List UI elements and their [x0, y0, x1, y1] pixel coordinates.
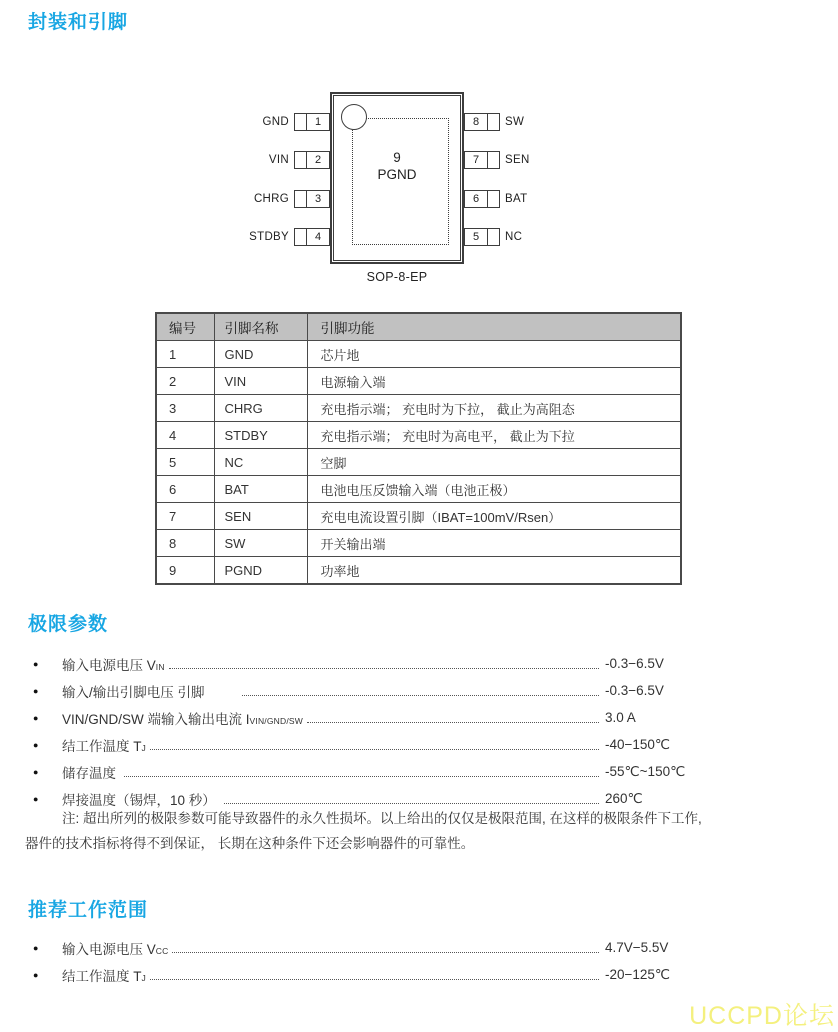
package-name-label: SOP-8-EP [366, 270, 428, 284]
pin-row-nc [464, 228, 522, 246]
spec-value: -0.3−6.5V [605, 656, 664, 671]
bullet-icon: ● [33, 658, 39, 669]
cell-number: 6 [156, 476, 214, 503]
bullet-icon: ● [33, 739, 39, 750]
pin-row-stdby [249, 228, 330, 246]
spec-value: -20−125℃ [605, 966, 671, 982]
cell-number: 2 [156, 368, 214, 395]
center-pad-name: PGND [377, 167, 417, 182]
cell-pin-function: 空脚 [307, 449, 681, 476]
list-item [33, 758, 710, 785]
table-row [156, 422, 681, 449]
note-line: 器件的技术指标将得不到保证， 长期在这种条件下还会影响器件的可靠性。 [25, 836, 475, 851]
col-header-number: 编号 [156, 313, 214, 341]
dot-leader [150, 979, 599, 980]
spec-subscript: VIN/GND/SW [249, 715, 303, 726]
pin-number: 6 [464, 190, 488, 208]
pin-number: 4 [306, 228, 330, 246]
pin-name-label: STDBY [249, 231, 289, 243]
dot-leader [150, 749, 599, 750]
spec-value: -0.3−6.5V [605, 683, 664, 698]
bullet-icon: ● [33, 942, 39, 953]
bullet-icon: ● [33, 969, 39, 980]
pin-stub [488, 190, 500, 208]
cell-number: 4 [156, 422, 214, 449]
pin-number: 7 [464, 151, 488, 169]
pin-name-label: VIN [268, 154, 289, 166]
pin-row-bat [464, 190, 527, 208]
bullet-icon: ● [33, 712, 39, 723]
pin-number: 1 [306, 113, 330, 131]
bullet-icon: ● [33, 793, 39, 804]
center-pad-number: 9 [393, 150, 401, 165]
cell-pin-name: GND [214, 341, 307, 368]
pin-row-chrg [254, 190, 330, 208]
pin-name-label: SW [505, 116, 525, 128]
pin-name-label: BAT [505, 193, 528, 205]
spec-label: 输入电源电压 VCC [62, 941, 169, 957]
cell-number: 3 [156, 395, 214, 422]
pin-number: 3 [306, 190, 330, 208]
list-item [33, 677, 710, 704]
spec-subscript: IN [155, 661, 165, 672]
dot-leader [307, 722, 599, 723]
section-title-limits: 极限参数 [28, 614, 109, 635]
list-item [33, 934, 710, 961]
spec-label: 输入/输出引脚电压 引脚 [62, 684, 239, 700]
list-item [33, 731, 710, 758]
cell-pin-name: SEN [214, 503, 307, 530]
pin-number: 5 [464, 228, 488, 246]
pin-number: 2 [306, 151, 330, 169]
pin-stub [488, 151, 500, 169]
list-item [33, 704, 710, 731]
table-row [156, 449, 681, 476]
note-line: 注: 超出所列的极限参数可能导致器件的永久性损坏。以上给出的仅仅是极限范围, 在这样的极限条件下工作, [62, 811, 702, 826]
cell-number: 8 [156, 530, 214, 557]
cell-pin-name: SW [214, 530, 307, 557]
spec-subscript: J [141, 742, 146, 753]
cell-pin-name: BAT [214, 476, 307, 503]
pin-number: 8 [464, 113, 488, 131]
pin-row-sen [464, 151, 530, 169]
cell-number: 9 [156, 557, 214, 585]
cell-pin-function: 电源输入端 [307, 368, 681, 395]
spec-label: VIN/GND/SW 端输入输出电流 IVIN/GND/SW [62, 711, 303, 727]
cell-pin-function: 充电指示端； 充电时为高电平， 截止为下拉 [307, 422, 681, 449]
spec-subscript: J [141, 972, 146, 983]
cell-number: 1 [156, 341, 214, 368]
list-item [33, 961, 710, 988]
spec-label: 储存温度 [62, 765, 120, 781]
spec-label: 结工作温度 TJ [62, 738, 146, 754]
col-header-pin-name: 引脚名称 [214, 313, 307, 341]
dot-leader [169, 668, 599, 669]
table-row [156, 557, 681, 585]
cell-number: 5 [156, 449, 214, 476]
table-header-row [156, 313, 681, 341]
pin-stub [294, 151, 306, 169]
cell-pin-function: 充电指示端； 充电时为下拉， 截止为高阻态 [307, 395, 681, 422]
watermark-text: UCCPD论坛 [689, 1002, 835, 1030]
spec-value: -55℃~150℃ [605, 763, 686, 779]
col-header-pin-function: 引脚功能 [307, 313, 681, 341]
table-row [156, 368, 681, 395]
spec-subscript: CC [155, 945, 169, 956]
cell-pin-name: NC [214, 449, 307, 476]
center-pad-label [332, 149, 462, 183]
section-title-recommended: 推荐工作范围 [28, 900, 149, 921]
pin-name-label: GND [262, 116, 289, 128]
cell-number: 7 [156, 503, 214, 530]
spec-label: 结工作温度 TJ [62, 968, 146, 984]
spec-label: 焊接温度（锡焊，10 秒） [62, 792, 220, 808]
cell-pin-function: 功率地 [307, 557, 681, 585]
list-item [33, 650, 710, 677]
pin-stub [294, 228, 306, 246]
pin-stub [294, 190, 306, 208]
cell-pin-name: CHRG [214, 395, 307, 422]
cell-pin-name: STDBY [214, 422, 307, 449]
pin-name-label: NC [505, 231, 523, 243]
table-row [156, 341, 681, 368]
spec-label: 输入电源电压 VIN [62, 657, 165, 673]
pin-name-label: CHRG [253, 193, 289, 205]
spec-value: 3.0 A [605, 710, 636, 725]
table-row [156, 503, 681, 530]
cell-pin-function: 开关输出端 [307, 530, 681, 557]
cell-pin-name: VIN [214, 368, 307, 395]
dot-leader [242, 695, 599, 696]
recommended-list [33, 934, 710, 988]
dot-leader [224, 803, 599, 804]
cell-pin-function: 充电电流设置引脚（IBAT=100mV/Rsen） [307, 503, 681, 530]
spec-value: 260℃ [605, 790, 643, 806]
spec-value: 4.7V−5.5V [605, 940, 669, 955]
section-title-package: 封装和引脚 [28, 12, 129, 33]
table-row [156, 476, 681, 503]
cell-pin-name: PGND [214, 557, 307, 585]
dot-leader [124, 776, 599, 777]
pin-row-sw [464, 113, 524, 131]
table-row [156, 530, 681, 557]
cell-pin-function: 芯片地 [307, 341, 681, 368]
cell-pin-function: 电池电压反馈输入端（电池正极） [307, 476, 681, 503]
pin-stub [488, 113, 500, 131]
pin-function-table [155, 312, 682, 585]
limits-list [33, 650, 710, 812]
pin-row-vin [269, 151, 330, 169]
pin1-marker-circle [341, 104, 367, 130]
bullet-icon: ● [33, 766, 39, 777]
chip-body [330, 92, 464, 264]
pin-row-gnd [263, 113, 330, 131]
spec-value: -40−150℃ [605, 736, 671, 752]
table-row [156, 395, 681, 422]
pin-name-label: SEN [505, 154, 530, 166]
pin-stub [294, 113, 306, 131]
pin-stub [488, 228, 500, 246]
limits-note [25, 806, 817, 856]
dot-leader [172, 952, 599, 953]
bullet-icon: ● [33, 685, 39, 696]
